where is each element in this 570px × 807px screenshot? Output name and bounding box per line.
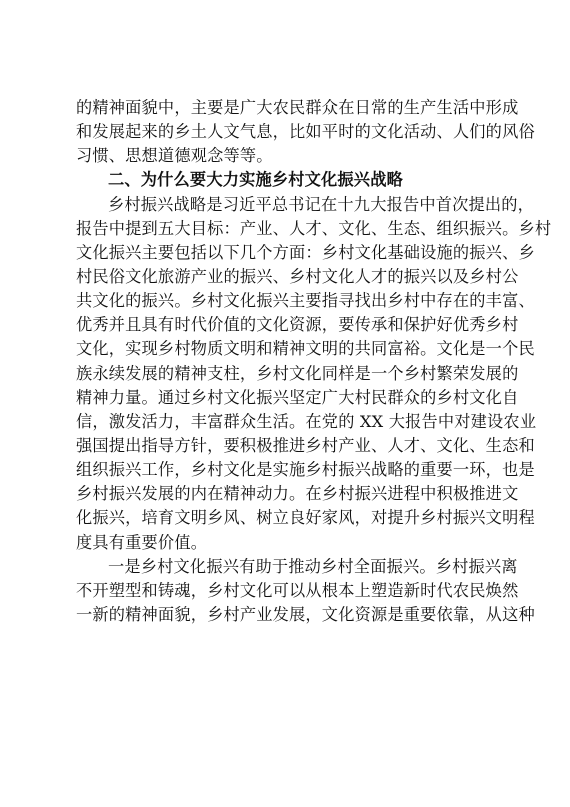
body-line: 村民俗文化旅游产业的振兴、乡村文化人才的振兴以及乡村公 — [76, 266, 519, 286]
body-line: 习惯、思想道德观念等等。 — [76, 146, 273, 166]
body-line: 度具有重要价值。 — [76, 532, 208, 552]
body-line: 文化振兴主要包括以下几个方面：乡村文化基础设施的振兴、乡 — [76, 242, 535, 262]
body-line: 共文化的振兴。乡村文化振兴主要指寻找出乡村中存在的丰富、 — [76, 291, 535, 311]
body-line: 乡村振兴战略是习近平总书记在十九大报告中首次提出的， — [108, 194, 535, 214]
body-line: 一是乡村文化振兴有助于推动乡村全面振兴。乡村振兴离 — [108, 556, 518, 576]
body-line: 和发展起来的乡土人文气息，比如平时的文化活动、人们的风俗 — [76, 122, 535, 142]
body-line: 信，激发活力，丰富群众生活。在党的 XX 大报告中对建设农业 — [76, 411, 537, 431]
body-line: 乡村振兴发展的内在精神动力。在乡村振兴进程中积极推进文 — [76, 484, 519, 504]
document-body — [76, 96, 552, 627]
body-line: 族永续发展的精神支柱，乡村文化同样是一个乡村繁荣发展的 — [76, 363, 519, 383]
body-line: 文化，实现乡村物质文明和精神文明的共同富裕。文化是一个民 — [76, 339, 535, 359]
body-line: 组织振兴工作，乡村文化是实施乡村振兴战略的重要一环，也是 — [76, 460, 535, 480]
body-line: 报告中提到五大目标：产业、人才、文化、生态、组织振兴。乡村 — [76, 218, 552, 238]
body-line: 强国提出指导方针，要积极推进乡村产业、人才、文化、生态和 — [76, 435, 535, 455]
body-line: 精神力量。通过乡村文化振兴坚定广大村民群众的乡村文化自 — [76, 387, 519, 407]
body-line: 化振兴，培育文明乡风、树立良好家风，对提升乡村振兴文明程 — [76, 508, 535, 528]
body-line: 优秀并且具有时代价值的文化资源，要传承和保护好优秀乡村 — [76, 315, 519, 335]
body-line: 的精神面貌中，主要是广大农民群众在日常的生产生活中形成 — [76, 98, 519, 117]
body-line: 一新的精神面貌，乡村产业发展，文化资源是重要依靠，从这种 — [76, 604, 535, 624]
body-line: 不开塑型和铸魂，乡村文化可以从根本上塑造新时代农民焕然 — [76, 580, 519, 600]
section-heading: 二、为什么要大力实施乡村文化振兴战略 — [108, 170, 403, 190]
